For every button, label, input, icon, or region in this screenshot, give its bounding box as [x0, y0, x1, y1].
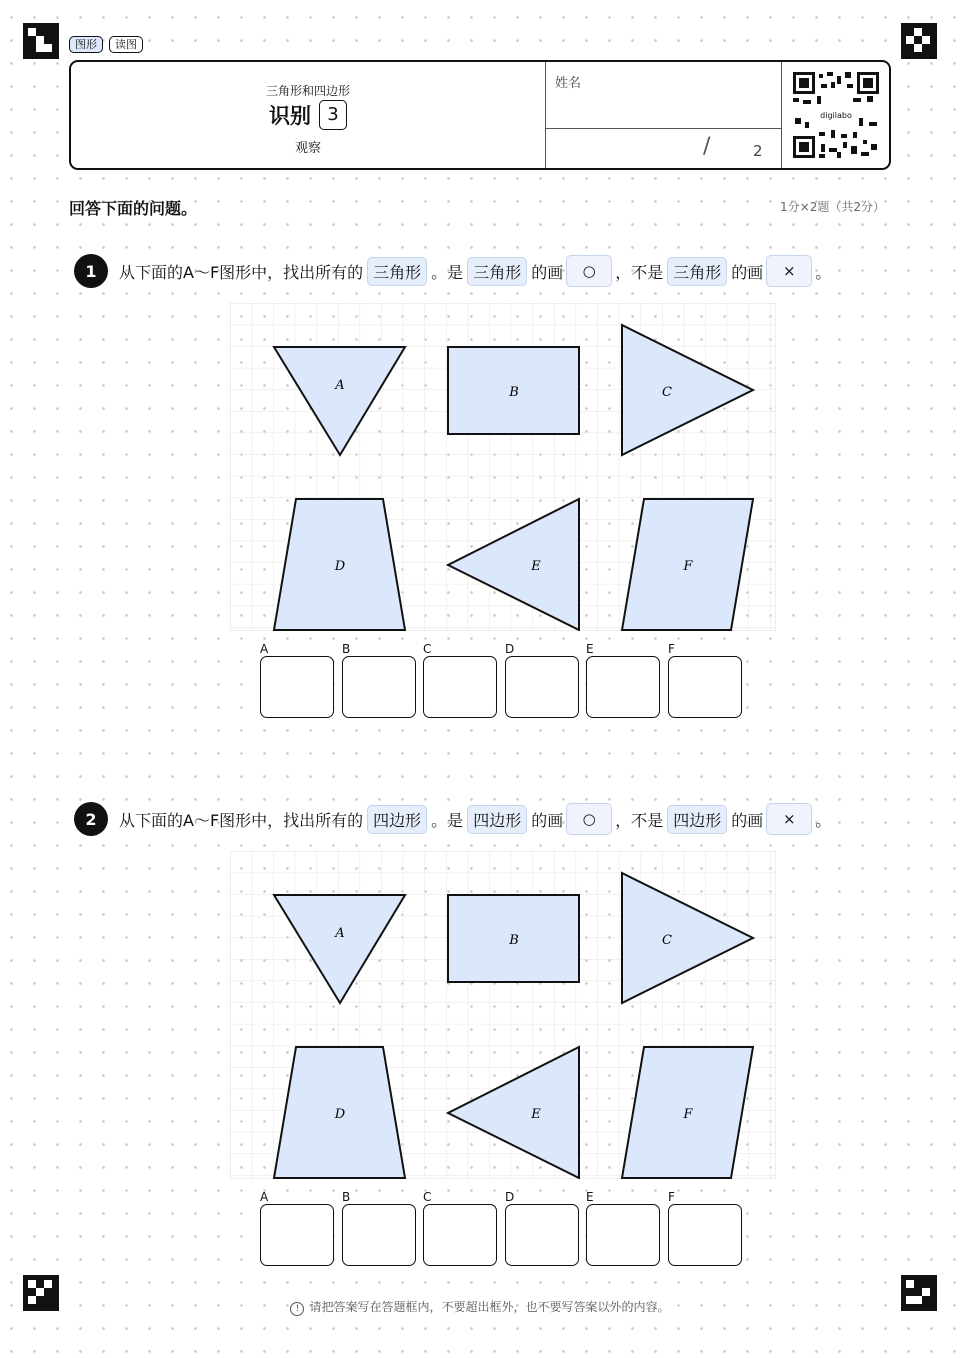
circle-mark-icon: ○	[566, 255, 612, 287]
prompt-text: 的画	[531, 810, 564, 830]
prompt-end: 。	[815, 262, 832, 282]
question-2-shapes-figure	[230, 851, 776, 1179]
prompt-text: 的画	[731, 262, 764, 282]
shape-label: D	[334, 1107, 346, 1122]
prompt-text: 的画	[731, 810, 764, 830]
prompt-text: 的画	[531, 262, 564, 282]
tag-read-figure: 读图	[109, 36, 143, 53]
term-chip: 四边形	[467, 805, 527, 834]
footer-text: 请把答案写在答题框内，不要超出框外，也不要写答案以外的内容。	[309, 1300, 670, 1314]
answer-box-a[interactable]	[260, 656, 334, 718]
answer-label: F	[668, 1190, 675, 1204]
question-1-prompt	[74, 254, 831, 288]
answer-label: F	[668, 642, 675, 656]
answer-box-c[interactable]	[423, 656, 497, 718]
shape-label: C	[662, 933, 672, 948]
term-chip: 四边形	[667, 805, 727, 834]
cross-mark-icon: ×	[766, 255, 812, 287]
qr-code-icon	[793, 72, 879, 158]
shape-label: E	[531, 1107, 541, 1122]
prompt-prefix: 从下面的A～F图形中，找出所有的	[119, 262, 364, 282]
page-title	[71, 100, 545, 130]
shape-label: D	[334, 559, 346, 574]
answer-label: D	[505, 642, 515, 656]
answer-box-c[interactable]	[423, 1204, 497, 1266]
divider	[545, 62, 546, 168]
answer-label: A	[260, 642, 269, 656]
corner-marker-top-left	[23, 23, 59, 59]
prompt-prefix: 从下面的A～F图形中，找出所有的	[119, 810, 364, 830]
term-chip: 四边形	[367, 805, 427, 834]
shape-label: A	[335, 378, 345, 393]
answer-box-f[interactable]	[668, 1204, 742, 1266]
answer-label: C	[423, 1190, 432, 1204]
answer-box-d[interactable]	[505, 656, 579, 718]
skill-category: 观察	[294, 141, 321, 156]
answer-box-f[interactable]	[668, 656, 742, 718]
term-chip: 三角形	[467, 257, 527, 286]
name-label: 姓名	[555, 76, 582, 91]
divider	[546, 128, 781, 129]
prompt-end: 。	[815, 810, 832, 830]
answer-label: E	[586, 1190, 594, 1204]
shape-label: F	[683, 559, 693, 574]
prompt-text: 。是	[431, 262, 464, 282]
prompt-text: ，不是	[615, 810, 664, 830]
answer-label: B	[342, 642, 351, 656]
prompt-text: 。是	[431, 810, 464, 830]
shape-label: C	[662, 385, 672, 400]
answer-box-e[interactable]	[586, 1204, 660, 1266]
shape-label: A	[335, 926, 345, 941]
title-text: 识别	[269, 104, 311, 128]
tag-shapes: 图形	[69, 36, 103, 53]
question-1-shapes-figure	[230, 303, 776, 631]
answer-box-e[interactable]	[586, 656, 660, 718]
term-chip: 三角形	[667, 257, 727, 286]
instruction-heading: 回答下面的问题。	[69, 199, 198, 218]
term-chip: 三角形	[367, 257, 427, 286]
answer-box-a[interactable]	[260, 1204, 334, 1266]
answer-label: C	[423, 642, 432, 656]
answer-label: A	[260, 1190, 269, 1204]
score-total: 2	[753, 142, 763, 160]
title-block	[71, 62, 545, 168]
shape-label: B	[509, 933, 519, 948]
answer-box-d[interactable]	[505, 1204, 579, 1266]
corner-marker-top-right	[901, 23, 937, 59]
answer-box-b[interactable]	[342, 1204, 416, 1266]
circle-mark-icon: ○	[566, 803, 612, 835]
answer-label: B	[342, 1190, 351, 1204]
question-number-badge: 2	[74, 802, 108, 836]
points-note: 1分×2题（共2分）	[780, 200, 885, 214]
shape-label: E	[531, 559, 541, 574]
tag-group	[69, 36, 143, 53]
worksheet-header	[69, 60, 891, 170]
question-2-prompt	[74, 802, 831, 836]
lesson-number: 3	[319, 100, 347, 130]
qr-brand-text: digilabo	[820, 111, 852, 120]
cross-mark-icon: ×	[766, 803, 812, 835]
divider	[781, 62, 782, 168]
prompt-text: ，不是	[615, 262, 664, 282]
answer-label: E	[586, 642, 594, 656]
unit-subtitle: 三角形和四边形	[265, 84, 350, 98]
shape-label: F	[683, 1107, 693, 1122]
answer-label: D	[505, 1190, 515, 1204]
answer-box-b[interactable]	[342, 656, 416, 718]
score-slash: /	[703, 134, 711, 159]
question-number-badge: 1	[74, 254, 108, 288]
footer-note	[0, 1298, 960, 1316]
info-icon: !	[290, 1302, 304, 1316]
shape-label: B	[509, 385, 519, 400]
